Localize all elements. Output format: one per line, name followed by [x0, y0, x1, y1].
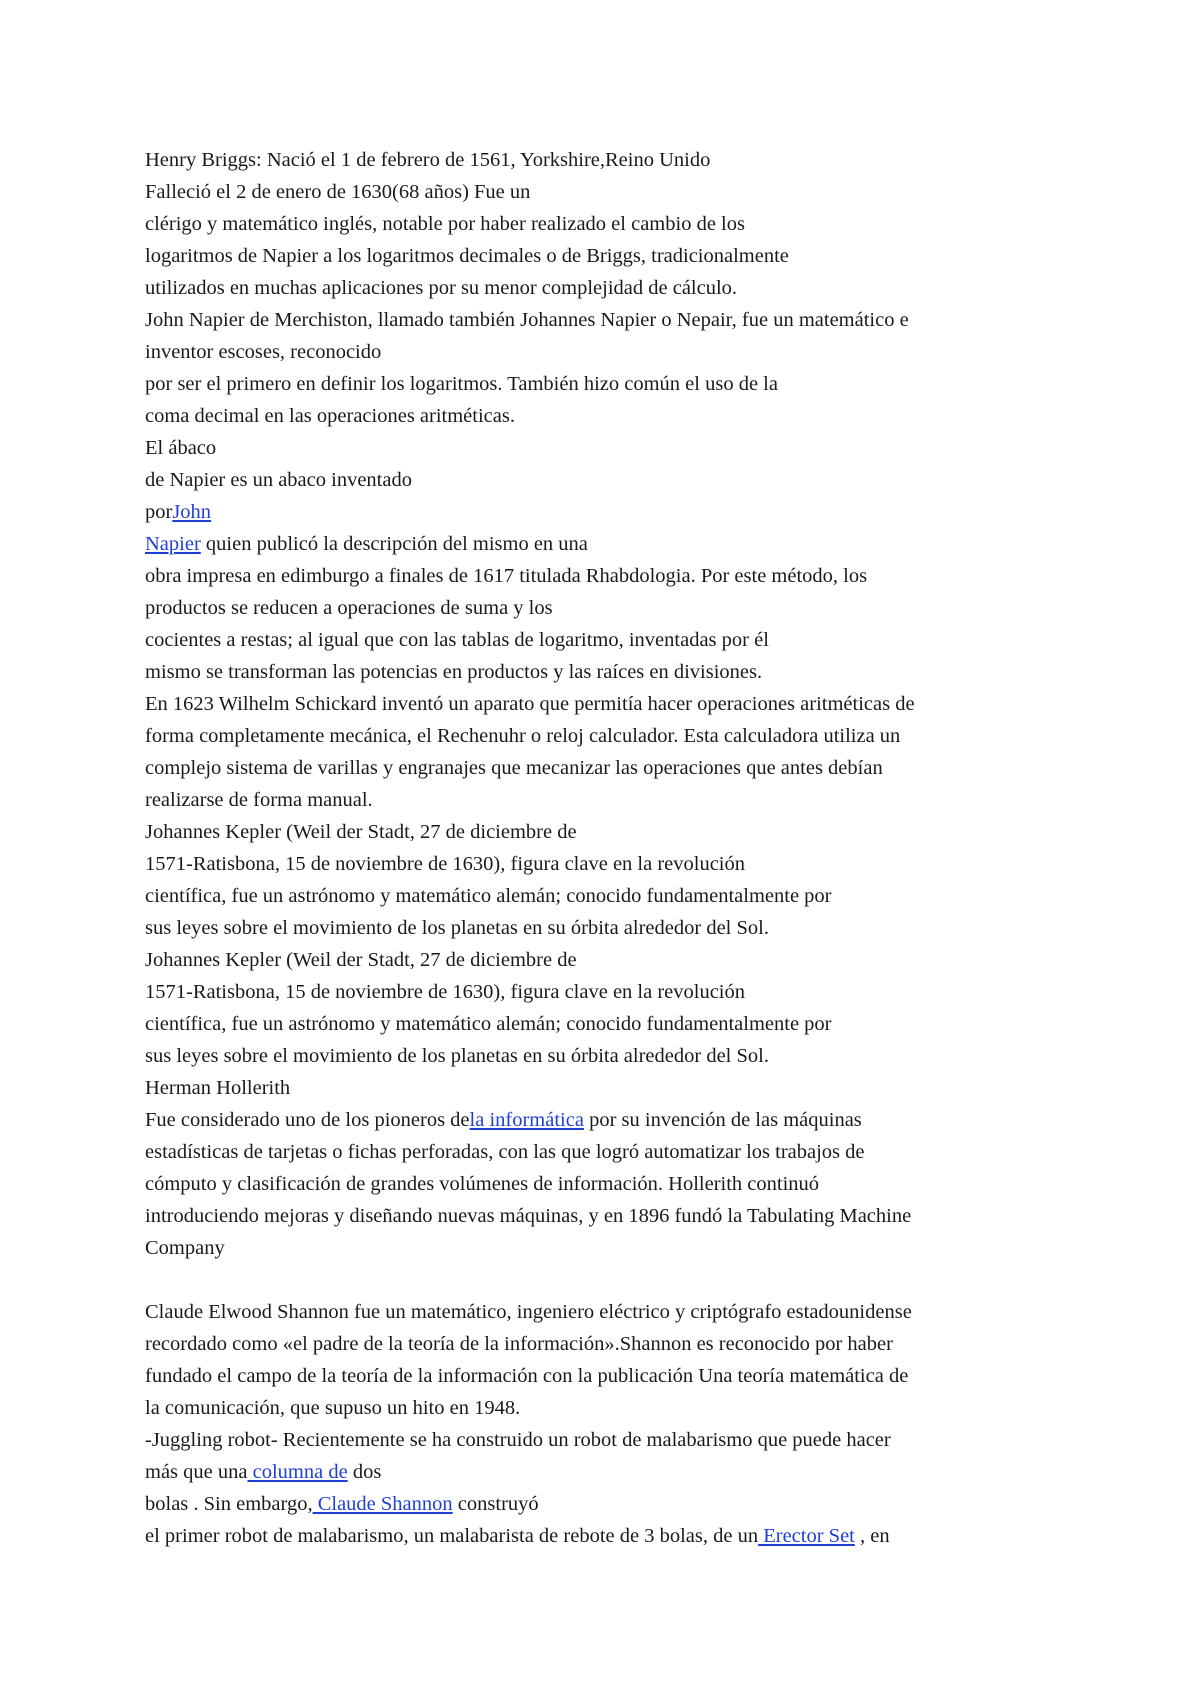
- text-line: obra impresa en edimburgo a finales de 1617 titulada Rhabdologia. Por este método, los: [145, 565, 868, 587]
- text-line: cómputo y clasificación de grandes volúmenes de información. Hollerith continuó: [145, 1173, 820, 1195]
- text-line: mismo se transforman las potencias en productos y las raíces en divisiones.: [145, 661, 763, 683]
- paragraph-gap: [145, 1264, 1095, 1296]
- text-line: fundado el campo de la teoría de la información con la publicación Una teoría matemática de: [145, 1365, 909, 1387]
- text-fragment: dos: [347, 1461, 382, 1483]
- text-line: Johannes Kepler (Weil der Stadt, 27 de diciembre de: [145, 949, 577, 971]
- text-line: complejo sistema de varillas y engranajes que mecanizar las operaciones que antes debían: [145, 757, 883, 779]
- text-line: 1571-Ratisbona, 15 de noviembre de 1630), figura clave en la revolución: [145, 981, 746, 1003]
- text-line: clérigo y matemático inglés, notable por haber realizado el cambio de los: [145, 213, 745, 235]
- link-napier[interactable]: Napier: [145, 533, 201, 555]
- text-line: científica, fue un astrónomo y matemático alemán; conocido fundamentalmente por: [145, 885, 832, 907]
- text-fragment: , en: [854, 1525, 890, 1547]
- text-line: [145, 1488, 1095, 1520]
- text-line: [145, 1104, 1095, 1136]
- text-line: [145, 1456, 1095, 1488]
- text-line: utilizados en muchas aplicaciones por su menor complejidad de cálculo.: [145, 277, 738, 299]
- text-line: En 1623 Wilhelm Schickard inventó un aparato que permitía hacer operaciones aritméticas de: [145, 693, 915, 715]
- text-line: Herman Hollerith: [145, 1077, 291, 1099]
- document-body: [145, 144, 1095, 1552]
- text-fragment: Fue considerado uno de los pioneros de: [145, 1109, 470, 1131]
- text-line: Johannes Kepler (Weil der Stadt, 27 de diciembre de: [145, 821, 577, 843]
- text-line: Falleció el 2 de enero de 1630(68 años) Fue un: [145, 181, 531, 203]
- text-line: 1571-Ratisbona, 15 de noviembre de 1630), figura clave en la revolución: [145, 853, 746, 875]
- text-line: cocientes a restas; al igual que con las tablas de logaritmo, inventadas por él: [145, 629, 769, 651]
- text-fragment: por su invención de las máquinas: [583, 1109, 862, 1131]
- link-columna-de[interactable]: columna de: [247, 1461, 348, 1483]
- text-fragment: quien publicó la descripción del mismo en una: [200, 533, 588, 555]
- text-line: [145, 496, 1095, 528]
- text-fragment: por: [145, 501, 173, 523]
- text-line: sus leyes sobre el movimiento de los planetas en su órbita alrededor del Sol.: [145, 917, 769, 939]
- text-fragment: bolas . Sin embargo,: [145, 1493, 313, 1515]
- text-line: El ábaco: [145, 437, 217, 459]
- text-line: científica, fue un astrónomo y matemático alemán; conocido fundamentalmente por: [145, 1013, 832, 1035]
- text-line: realizarse de forma manual.: [145, 789, 373, 811]
- text-line: estadísticas de tarjetas o fichas perforadas, con las que logró automatizar los trabajos de: [145, 1141, 865, 1163]
- text-line: recordado como «el padre de la teoría de la información».Shannon es reconocido por haber: [145, 1333, 893, 1355]
- text-line: inventor escoses, reconocido: [145, 341, 382, 363]
- link-la-informatica[interactable]: la informática: [469, 1109, 584, 1131]
- text-line: John Napier de Merchiston, llamado también Johannes Napier o Nepair, fue un matemático e: [145, 309, 909, 331]
- link-claude-shannon[interactable]: Claude Shannon: [312, 1493, 453, 1515]
- text-line: Company: [145, 1237, 225, 1259]
- text-line: productos se reducen a operaciones de suma y los: [145, 597, 553, 619]
- link-john[interactable]: John: [172, 501, 212, 523]
- text-fragment: el primer robot de malabarismo, un malabarista de rebote de 3 bolas, de un: [145, 1525, 759, 1547]
- text-line: forma completamente mecánica, el Rechenuhr o reloj calculador. Esta calculadora utiliza un: [145, 725, 901, 747]
- text-line: de Napier es un abaco inventado: [145, 469, 412, 491]
- text-line: introduciendo mejoras y diseñando nuevas máquinas, y en 1896 fundó la Tabulating Machine: [145, 1205, 912, 1227]
- text-line: -Juggling robot- Recientemente se ha construido un robot de malabarismo que puede hacer: [145, 1429, 891, 1451]
- text-line: logaritmos de Napier a los logaritmos decimales o de Briggs, tradicionalmente: [145, 245, 789, 267]
- text-line: Henry Briggs: Nació el 1 de febrero de 1561, Yorkshire,Reino Unido: [145, 149, 711, 171]
- text-fragment: más que una: [145, 1461, 248, 1483]
- text-line: [145, 1520, 1095, 1552]
- text-line: la comunicación, que supuso un hito en 1948.: [145, 1397, 521, 1419]
- text-line: coma decimal en las operaciones aritméticas.: [145, 405, 515, 427]
- text-fragment: construyó: [452, 1493, 539, 1515]
- link-erector-set[interactable]: Erector Set: [758, 1525, 855, 1547]
- text-line: por ser el primero en definir los logaritmos. También hizo común el uso de la: [145, 373, 778, 395]
- text-line: sus leyes sobre el movimiento de los planetas en su órbita alrededor del Sol.: [145, 1045, 769, 1067]
- text-line: [145, 528, 1095, 560]
- text-line: Claude Elwood Shannon fue un matemático, ingeniero eléctrico y criptógrafo estadounidense: [145, 1301, 912, 1323]
